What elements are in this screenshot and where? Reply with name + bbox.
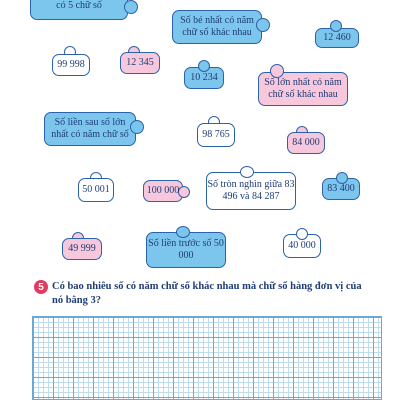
puzzle-piece-label [146, 232, 226, 268]
piece-text: 100 000 [146, 184, 180, 196]
piece-text: 83 400 [327, 182, 355, 194]
puzzle-piece-label [206, 172, 296, 210]
puzzle-tab [240, 166, 254, 178]
puzzle-piece-label [172, 10, 262, 44]
piece-text: 84 000 [292, 136, 320, 148]
piece-text: 99 998 [57, 58, 85, 70]
grid-paper [32, 316, 382, 400]
puzzle-piece-number [120, 52, 160, 74]
puzzle-piece-label [30, 0, 128, 20]
puzzle-piece-number [52, 54, 90, 76]
piece-text: Số liền sau số lớn nhất có năm chữ số [51, 116, 129, 140]
piece-text: Số bé nhất có năm chữ số khác nhau [180, 14, 254, 38]
piece-text: Số liền trước số 50 000 [148, 237, 224, 261]
piece-text: có 5 chữ số [56, 0, 102, 11]
piece-text: 10 234 [190, 71, 218, 83]
puzzle-piece-number [78, 178, 114, 202]
puzzle-piece-number [197, 123, 235, 147]
piece-text: 12 345 [126, 56, 154, 68]
piece-text: 50 001 [82, 183, 110, 195]
puzzle-piece-number [287, 132, 325, 154]
piece-text: 12 460 [323, 31, 351, 43]
puzzle-tab [296, 228, 308, 240]
puzzle-piece-number [143, 180, 183, 202]
puzzle-piece-label [258, 72, 348, 106]
question-text: Có bao nhiêu số có năm chữ số khác nhau mà chữ số hàng đơn vị của nó bằng 3? [52, 281, 362, 306]
puzzle-tab [330, 20, 342, 32]
puzzle-tab [198, 60, 210, 72]
piece-text: 40 000 [288, 239, 316, 251]
question-number-badge: 5 [34, 280, 48, 294]
piece-text: Số lớn nhất có năm chữ số khác nhau [264, 76, 342, 100]
puzzle-piece-number [315, 28, 359, 48]
puzzle-tab [178, 186, 190, 198]
piece-text: Số tròn nghìn giữa 83 496 và 84 287 [207, 178, 295, 202]
piece-text: 98 765 [202, 128, 230, 140]
piece-text: 49 999 [68, 242, 96, 254]
puzzle-piece-label [44, 112, 136, 146]
puzzle-tab [124, 0, 138, 14]
puzzle-piece-number [62, 238, 102, 260]
puzzle-tab [176, 226, 190, 238]
